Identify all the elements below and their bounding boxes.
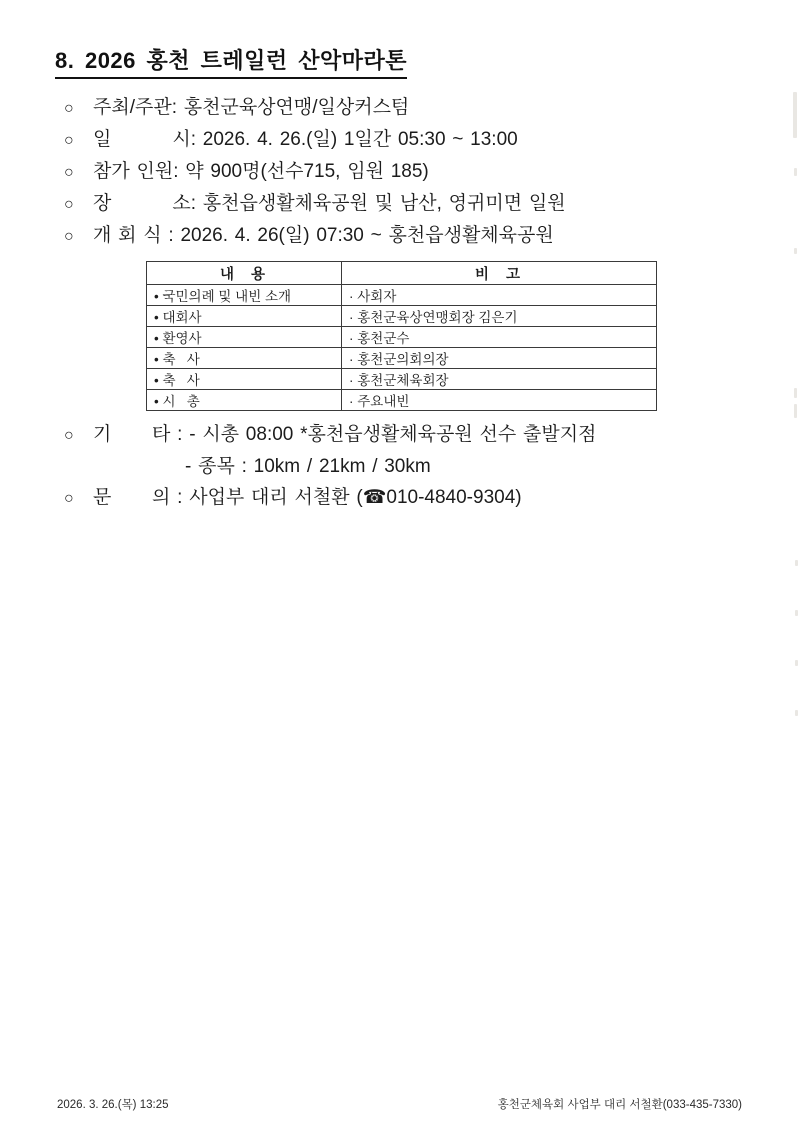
table-header-content: 내 용 bbox=[147, 262, 342, 285]
table-row bbox=[147, 348, 657, 369]
circle-bullet: ○ bbox=[64, 427, 74, 444]
table-header-row bbox=[147, 262, 657, 285]
bullet-line-etc bbox=[64, 419, 800, 451]
circle-bullet: ○ bbox=[64, 132, 74, 149]
table-cell-note: · 주요내빈 bbox=[342, 390, 657, 411]
line-text-datetime: 일 시: 2026. 4. 26.(일) 1일간 05:30 ~ 13:00 bbox=[93, 129, 518, 150]
table-cell-note: · 홍천군육상연맹회장 김은기 bbox=[342, 306, 657, 327]
bullet-line-participants bbox=[64, 156, 800, 188]
scan-artifact bbox=[795, 710, 798, 716]
table-cell-content: • 국민의례 및 내빈 소개 bbox=[147, 285, 342, 306]
table-cell-content: • 대회사 bbox=[147, 306, 342, 327]
scan-artifact bbox=[794, 404, 797, 418]
bullet-line-contact bbox=[64, 482, 800, 514]
table-cell-content: • 환영사 bbox=[147, 327, 342, 348]
circle-bullet: ○ bbox=[64, 100, 74, 117]
page-title bbox=[55, 44, 800, 79]
line-text-events: - 종목 : 10km / 21km / 30km bbox=[185, 456, 431, 477]
table-row bbox=[147, 306, 657, 327]
table-row bbox=[147, 369, 657, 390]
table-cell-content: • 시 총 bbox=[147, 390, 342, 411]
table-cell-content: • 축 사 bbox=[147, 369, 342, 390]
scan-artifact bbox=[794, 168, 797, 176]
circle-bullet: ○ bbox=[64, 228, 74, 245]
bullet-line-venue bbox=[64, 188, 800, 220]
scan-artifact bbox=[795, 610, 798, 616]
scan-artifact bbox=[795, 560, 798, 566]
circle-bullet: ○ bbox=[64, 164, 74, 181]
footer-date: 2026. 3. 26.(목) 13:25 bbox=[57, 1099, 169, 1111]
line-text-venue: 장 소: 홍천읍생활체육공원 및 남산, 영귀미면 일원 bbox=[93, 193, 566, 214]
table-cell-note: · 사회자 bbox=[342, 285, 657, 306]
scan-artifact bbox=[794, 388, 797, 398]
line-events bbox=[64, 451, 800, 482]
table-cell-note: · 홍천군체육회장 bbox=[342, 369, 657, 390]
table-row bbox=[147, 285, 657, 306]
table-row bbox=[147, 390, 657, 411]
document-body bbox=[64, 92, 800, 514]
page-title-text: 8. 2026 홍천 트레일런 산악마라톤 bbox=[55, 44, 407, 79]
table-cell-content: • 축 사 bbox=[147, 348, 342, 369]
scan-artifact bbox=[795, 660, 798, 666]
bullet-line-datetime bbox=[64, 124, 800, 156]
line-text-etc: 기 타 : - 시총 08:00 *홍천읍생활체육공원 선수 출발지점 bbox=[93, 424, 597, 445]
scan-artifact bbox=[794, 248, 797, 254]
circle-bullet: ○ bbox=[64, 490, 74, 507]
footer-contact: 홍천군체육회 사업부 대리 서철환(033-435-7330) bbox=[497, 1099, 742, 1111]
table-cell-note: · 홍천군의회의장 bbox=[342, 348, 657, 369]
line-text-ceremony: 개 회 식 : 2026. 4. 26(일) 07:30 ~ 홍천읍생활체육공원 bbox=[93, 225, 554, 246]
line-text-participants: 참가 인원: 약 900명(선수715, 임원 185) bbox=[93, 161, 429, 182]
bullet-line-host bbox=[64, 92, 800, 124]
table-row bbox=[147, 327, 657, 348]
table-cell-note: · 홍천군수 bbox=[342, 327, 657, 348]
line-text-host: 주최/주관: 홍천군육상연맹/일상커스텀 bbox=[93, 97, 410, 118]
line-text-contact: 문 의 : 사업부 대리 서철환 (☎010-4840-9304) bbox=[93, 487, 522, 508]
ceremony-program-table bbox=[146, 261, 657, 411]
bullet-line-ceremony bbox=[64, 220, 800, 252]
circle-bullet: ○ bbox=[64, 196, 74, 213]
scan-artifact bbox=[793, 92, 797, 138]
table-header-note: 비 고 bbox=[342, 262, 657, 285]
